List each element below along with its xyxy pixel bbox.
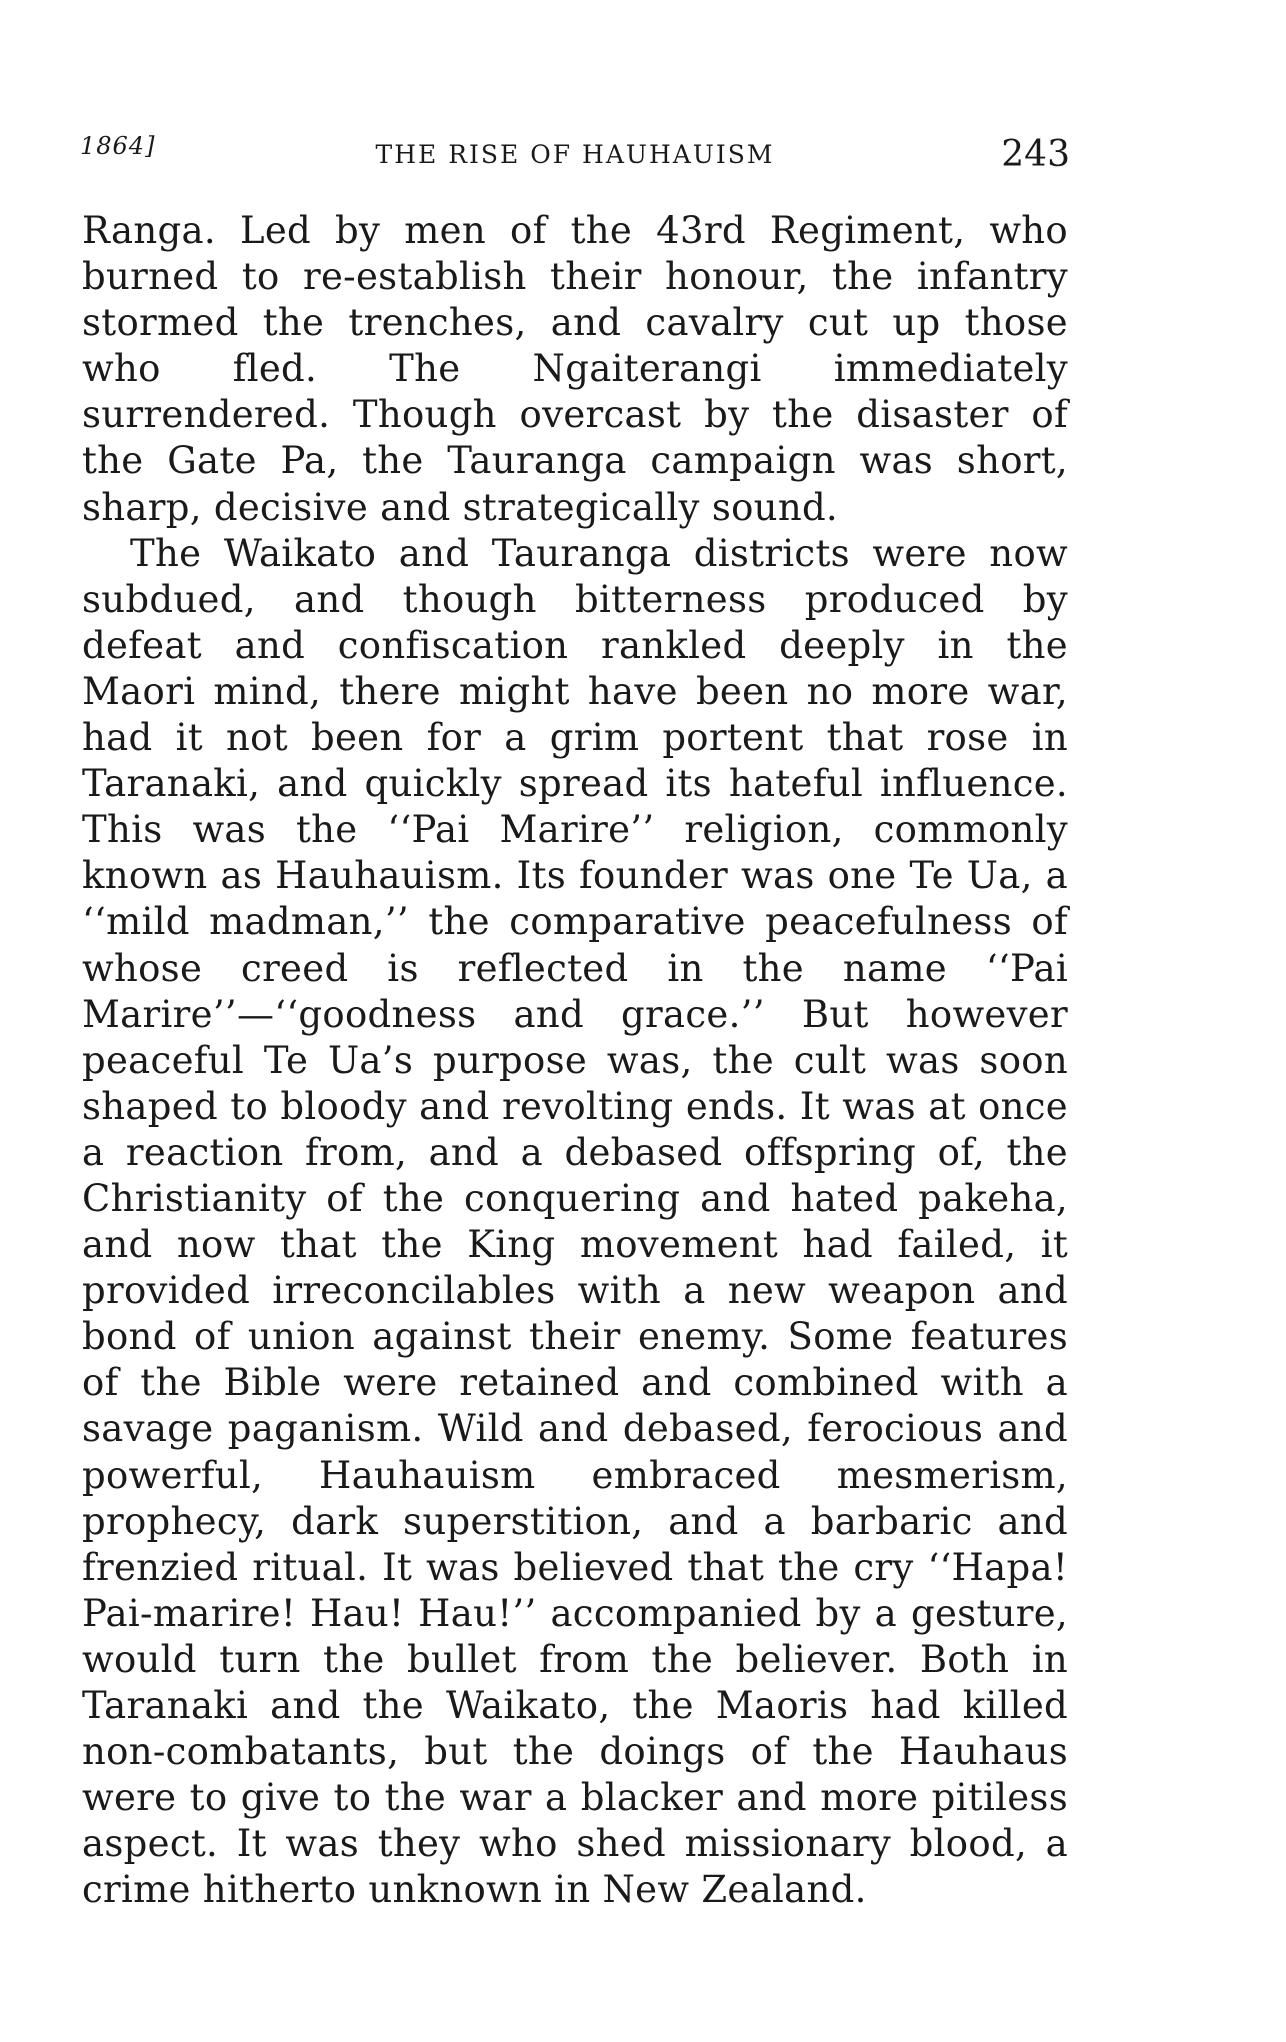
paragraph-1: Ranga. Led by men of the 43rd Regiment, who burned to re-establish their honour, the infantry stormed the trenches, and cavalry cut up those who fled. The Ngaiterangi immediately surrendered. Though overcast by the disaster of the Gate Pa, the Tauranga campaign was short, sharp, decisive and strategically sound. bbox=[82, 209, 1068, 529]
paragraph-2: The Waikato and Tauranga districts were now subdued, and though bitterness produced by defeat and confiscation rankled deeply in the Maori mind, there might have been no more war, had it not been for a grim portent that rose in Taranaki, and quickly spread its hateful influence. This was the ‘‘Pai Marire’’ religion, commonly known as Hauhauism. Its founder was one Te Ua, a ‘‘mild madman,’’ the comparative peacefulness of whose creed is reflected in the name ‘‘Pai Marire’’—‘‘goodness and grace.’’ But however peaceful Te Ua’s purpose was, the cult was soon shaped to bloody and revolting ends. It was at once a reaction from, and a debased offspring of, the Christianity of the conquering and hated pakeha, and now that the King movement had failed, it provided irreconcilables with a new weapon and bond of union against their enemy. Some features of the Bible were retained and combined with a savage paganism. Wild and debased, ferocious and powerful, Hauhauism embraced mesmerism, prophecy, dark superstition, and a barbaric and frenzied ritual. It was believed that the cry ‘‘Hapa! Pai-marire! Hau! Hau!’’ accompanied by a gesture, would turn the bullet from the believer. Both in Taranaki and the Waikato, the Maoris had killed non-combatants, but the doings of the Hauhaus were to give to the war a blacker and more pitiless aspect. It was they who shed missionary blood, a crime hitherto unknown in New Zealand. bbox=[82, 531, 1068, 1912]
running-head-year: 1864] bbox=[80, 132, 156, 160]
running-head bbox=[80, 128, 1070, 178]
body-text bbox=[82, 208, 1068, 1913]
page-number: 243 bbox=[1001, 134, 1070, 175]
running-head-title: THE RISE OF HAUHAUISM bbox=[375, 140, 775, 169]
